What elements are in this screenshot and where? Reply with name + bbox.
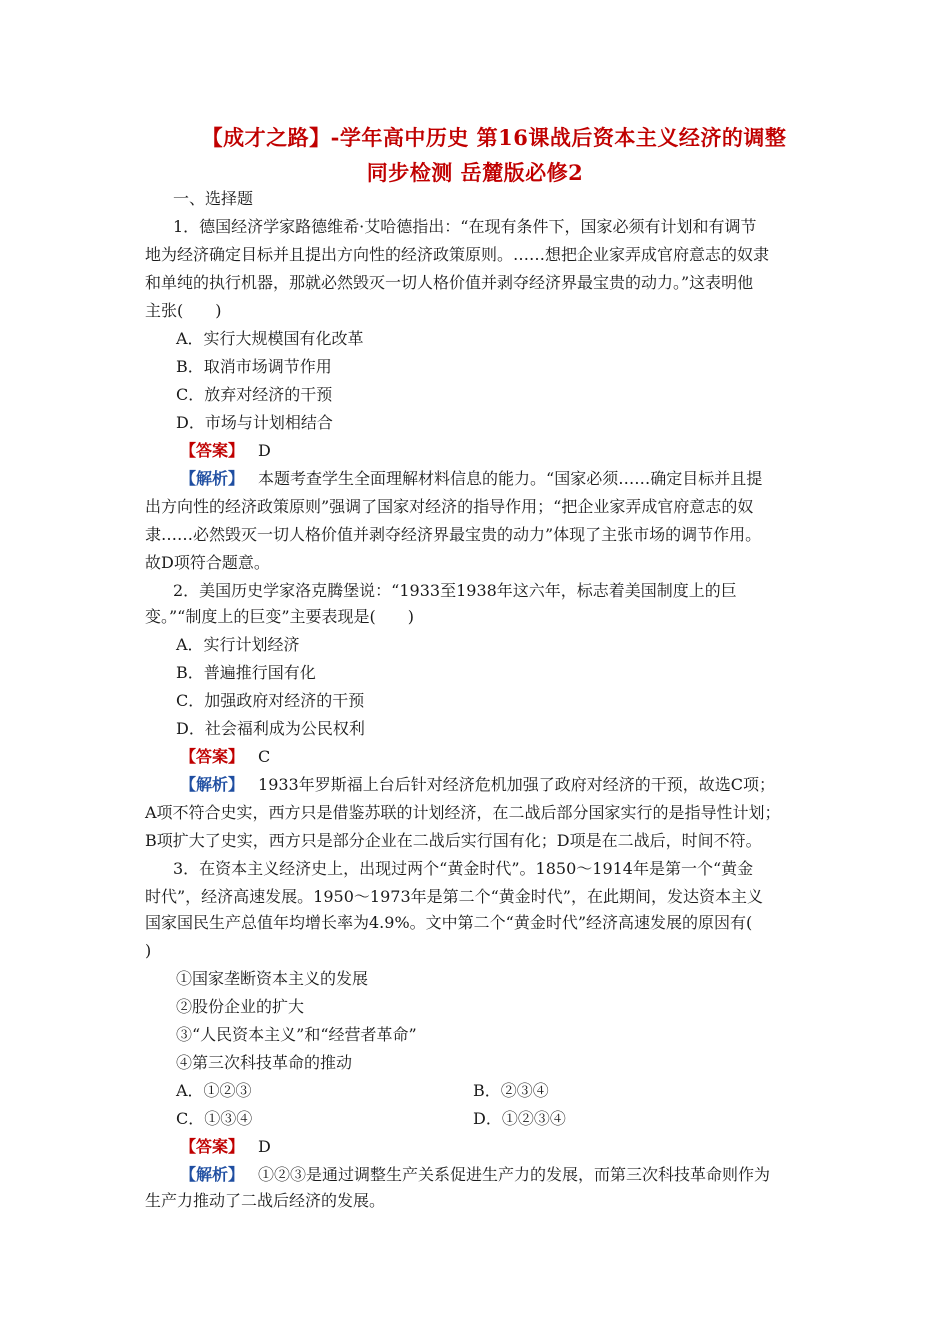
- q3-stem-line-2: 时代”，经济高速发展。1950～1973年是第二个“黄金时代”，在此期间，发达资本主义: [145, 887, 763, 906]
- q1-stem-line-1: 1．德国经济学家路德维希·艾哈德指出：“在现有条件下，国家必须有计划和有调节: [173, 217, 757, 236]
- analysis-tag: 【解析】: [180, 469, 245, 488]
- q3-answer-value: D: [258, 1137, 271, 1156]
- q2-analysis-text-1: 1933年罗斯福上台后针对经济危机加强了政府对经济的干预，故选C项；: [258, 775, 775, 794]
- q3-item-3: ③“人民资本主义”和“经营者革命”: [176, 1025, 417, 1044]
- q1-analysis-line-3: 隶……必然毁灭一切人格价值并剥夺经济界最宝贵的动力”体现了主张市场的调节作用。: [145, 525, 762, 544]
- q2-analysis-line-3: B项扩大了史实，西方只是部分企业在二战后实行国有化；D项是在二战后，时间不符。: [145, 831, 762, 850]
- q3-stem-line-3: 国家国民生产总值年均增长率为4.9%。文中第二个“黄金时代”经济高速发展的原因有(: [145, 913, 753, 932]
- analysis-tag: 【解析】: [180, 775, 245, 794]
- q1-option-b: B．取消市场调节作用: [176, 357, 332, 376]
- document-title-line-1: 【成才之路】-学年高中历史 第16课战后资本主义经济的调整: [201, 125, 787, 150]
- q2-stem-line-2: 变。”“制度上的巨变”主要表现是( ): [145, 607, 415, 626]
- q3-item-4: ④第三次科技革命的推动: [176, 1053, 353, 1072]
- q3-option-c: C．①③④: [176, 1109, 253, 1128]
- q3-analysis-line-2: 生产力推动了二战后经济的发展。: [145, 1191, 386, 1210]
- q1-analysis-line-4: 故D项符合题意。: [145, 553, 270, 572]
- q2-option-b: B．普遍推行国有化: [176, 663, 316, 682]
- q1-answer: [180, 441, 845, 461]
- q2-option-d: D．社会福利成为公民权利: [176, 719, 365, 738]
- document-title-line-2: 同步检测 岳麓版必修2: [366, 160, 584, 185]
- q1-option-c: C．放弃对经济的干预: [176, 385, 333, 404]
- answer-tag: 【答案】: [180, 747, 245, 766]
- answer-tag: 【答案】: [180, 1137, 245, 1156]
- q3-option-a: A．①②③: [176, 1081, 252, 1100]
- q1-option-d: D．市场与计划相结合: [176, 413, 333, 432]
- q3-answer: [180, 1137, 845, 1157]
- q1-analysis-line-1: [180, 469, 810, 489]
- q2-option-c: C．加强政府对经济的干预: [176, 691, 365, 710]
- q2-analysis-line-2: A项不符合史实，西方只是借鉴苏联的计划经济，在二战后部分国家实行的是指导性计划；: [145, 803, 781, 822]
- q1-option-a: A．实行大规模国有化改革: [176, 329, 364, 348]
- section-heading: 一、选择题: [173, 189, 254, 208]
- q1-analysis-text-1: 本题考查学生全面理解材料信息的能力。“国家必须……确定目标并且提: [258, 469, 763, 488]
- q3-stem-line-1: 3．在资本主义经济史上，出现过两个“黄金时代”。1850～1914年是第一个“黄金: [173, 859, 754, 878]
- q2-option-a: A．实行计划经济: [176, 635, 300, 654]
- answer-tag: 【答案】: [180, 441, 245, 460]
- q3-option-d: D．①②③④: [473, 1109, 566, 1128]
- q1-answer-value: D: [258, 441, 271, 460]
- q3-stem-line-4: ): [145, 941, 152, 960]
- q3-analysis-text-1: ①②③是通过调整生产关系促进生产力的发展，而第三次科技革命则作为: [258, 1165, 771, 1184]
- q1-stem-line-4: 主张( ): [145, 301, 222, 320]
- q1-analysis-line-2: 出方向性的经济政策原则”强调了国家对经济的指导作用；“把企业家弄成官府意志的奴: [145, 497, 754, 516]
- q3-analysis-line-1: [180, 1165, 810, 1185]
- q2-stem-line-1: 2．美国历史学家洛克腾堡说：“1933至1938年这六年，标志着美国制度上的巨: [173, 581, 737, 600]
- q2-answer: [180, 747, 845, 767]
- q1-stem-line-3: 和单纯的执行机器，那就必然毁灭一切人格价值并剥夺经济界最宝贵的动力。”这表明他: [145, 273, 754, 292]
- q3-item-2: ②股份企业的扩大: [176, 997, 305, 1016]
- analysis-tag: 【解析】: [180, 1165, 245, 1184]
- q2-answer-value: C: [258, 747, 271, 766]
- q1-stem-line-2: 地为经济确定目标并且提出方向性的经济政策原则。……想把企业家弄成官府意志的奴隶: [145, 245, 770, 264]
- q3-option-b: B．②③④: [473, 1081, 549, 1100]
- q2-analysis-line-1: [180, 775, 810, 795]
- q3-item-1: ①国家垄断资本主义的发展: [176, 969, 369, 988]
